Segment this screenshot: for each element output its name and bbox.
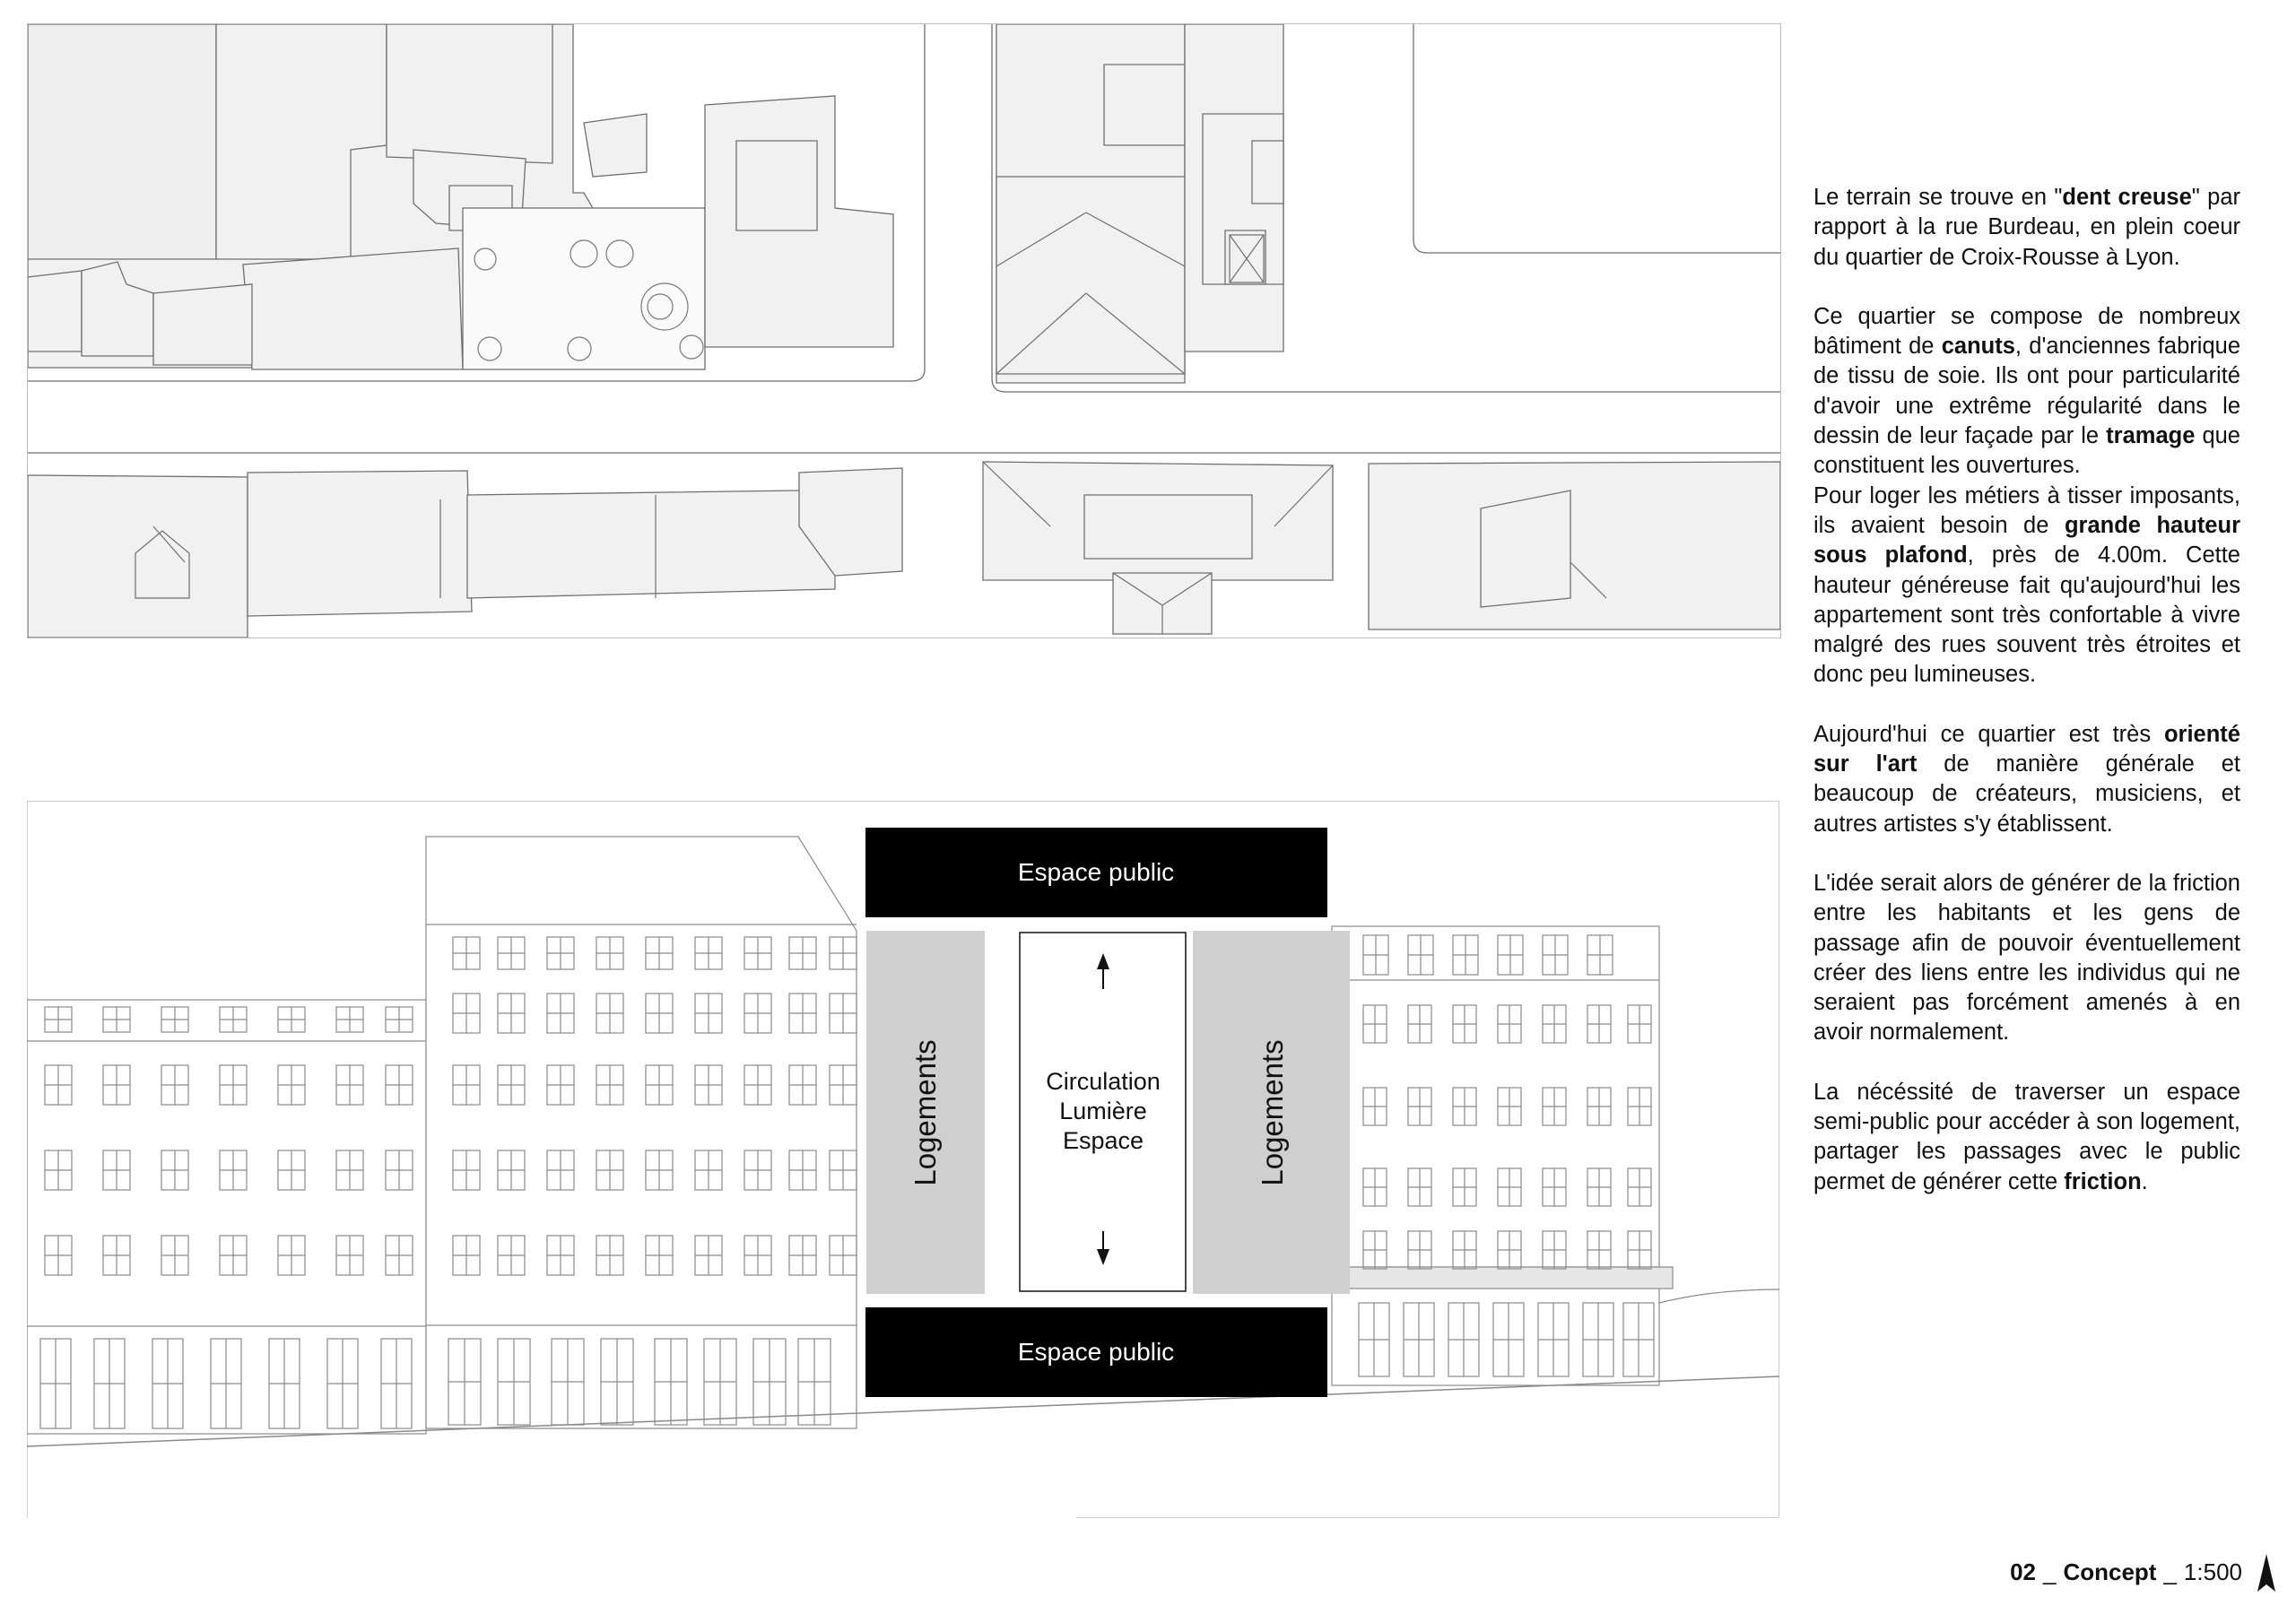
paragraph-friction (1813, 1078, 2240, 1197)
elevation-drawing (27, 801, 1779, 1518)
circulation-line-1: Circulation (1046, 1068, 1161, 1095)
p4-c: de manière générale et beaucoup de créateurs, musiciens, et autres artistes s'y établissent. (1813, 751, 2240, 837)
paragraph-canuts (1813, 302, 2240, 482)
p6-a: La nécéssité de traverser un espace semi-public pour accéder à son logement, partager les passages avec le public permet de générer cette (1813, 1079, 2240, 1194)
north-arrow-icon (2257, 1554, 2276, 1592)
page-title: Concept (2063, 1558, 2157, 1585)
p6-bold: friction (2064, 1168, 2142, 1194)
logements-right-label: Logements (1256, 1039, 1289, 1186)
p2-c: , d'anciennes fabrique de tissu de soie. Ils ont pour particularité d'avoir une extrême régularité dans le dessin de leur façade par le (1813, 334, 2241, 449)
p1-a: Le terrain se trouve en " (1813, 185, 2063, 210)
logements-left-label: Logements (909, 1039, 942, 1186)
circulation-line-2: Lumière (1059, 1098, 1147, 1124)
paragraph-art (1813, 720, 2240, 839)
page-footer (2010, 1558, 2242, 1586)
circulation-line-3: Espace (1062, 1127, 1144, 1154)
paragraph-site (1813, 183, 2240, 273)
site-plan-drawing (28, 24, 1780, 638)
p3-bold: grande hauteur sous plafond (1813, 512, 2240, 568)
description-text (1813, 183, 2240, 1227)
p1-bold: dent creuse (2062, 185, 2192, 210)
p6-c: . (2141, 1168, 2148, 1194)
p4-bold: orienté sur l'art (1813, 721, 2240, 777)
p2-bold-tramage: tramage (2106, 423, 2196, 449)
site-plan (27, 23, 1781, 638)
scale-label: 1:500 (2183, 1558, 2242, 1585)
p3-a: Pour loger les métiers à tisser imposants, ils avaient besoin de (1813, 482, 2240, 538)
footer-sep-1: _ (2042, 1558, 2057, 1585)
page-number: 02 (2010, 1558, 2036, 1585)
p2-e: que constituent les ouvertures. (1813, 423, 2240, 479)
espace-public-top-label: Espace public (1017, 858, 1175, 886)
p2-bold-canuts: canuts (1941, 334, 2015, 360)
p3-c: , près de 4.00m. Cette hauteur généreuse fait qu'aujourd'hui les appartement sont très confortable à vivre malgré des rues souvent très étroites et donc peu lumineuses. (1813, 542, 2240, 688)
footer-sep-2: _ (2163, 1558, 2177, 1585)
street-elevation (27, 801, 1779, 1518)
p1-c: " par rapport à la rue Burdeau, en plein coeur du quartier de Croix-Rousse à Lyon. (1813, 185, 2240, 270)
espace-public-bottom-label: Espace public (1017, 1338, 1175, 1366)
paragraph-hauteur (1813, 482, 2240, 690)
p2-a: Ce quartier se compose de nombreux bâtiment de (1813, 303, 2240, 360)
p5-a: L'idée serait alors de générer de la friction entre les habitants et les gens de passage afin de pouvoir éventuellement créer des liens entre les individus qui ne seraient pas forcément amenés à en avoir normalement. (1813, 870, 2240, 1046)
paragraph-friction-idea (1813, 869, 2240, 1048)
p4-a: Aujourd'hui ce quartier est très (1813, 721, 2164, 747)
